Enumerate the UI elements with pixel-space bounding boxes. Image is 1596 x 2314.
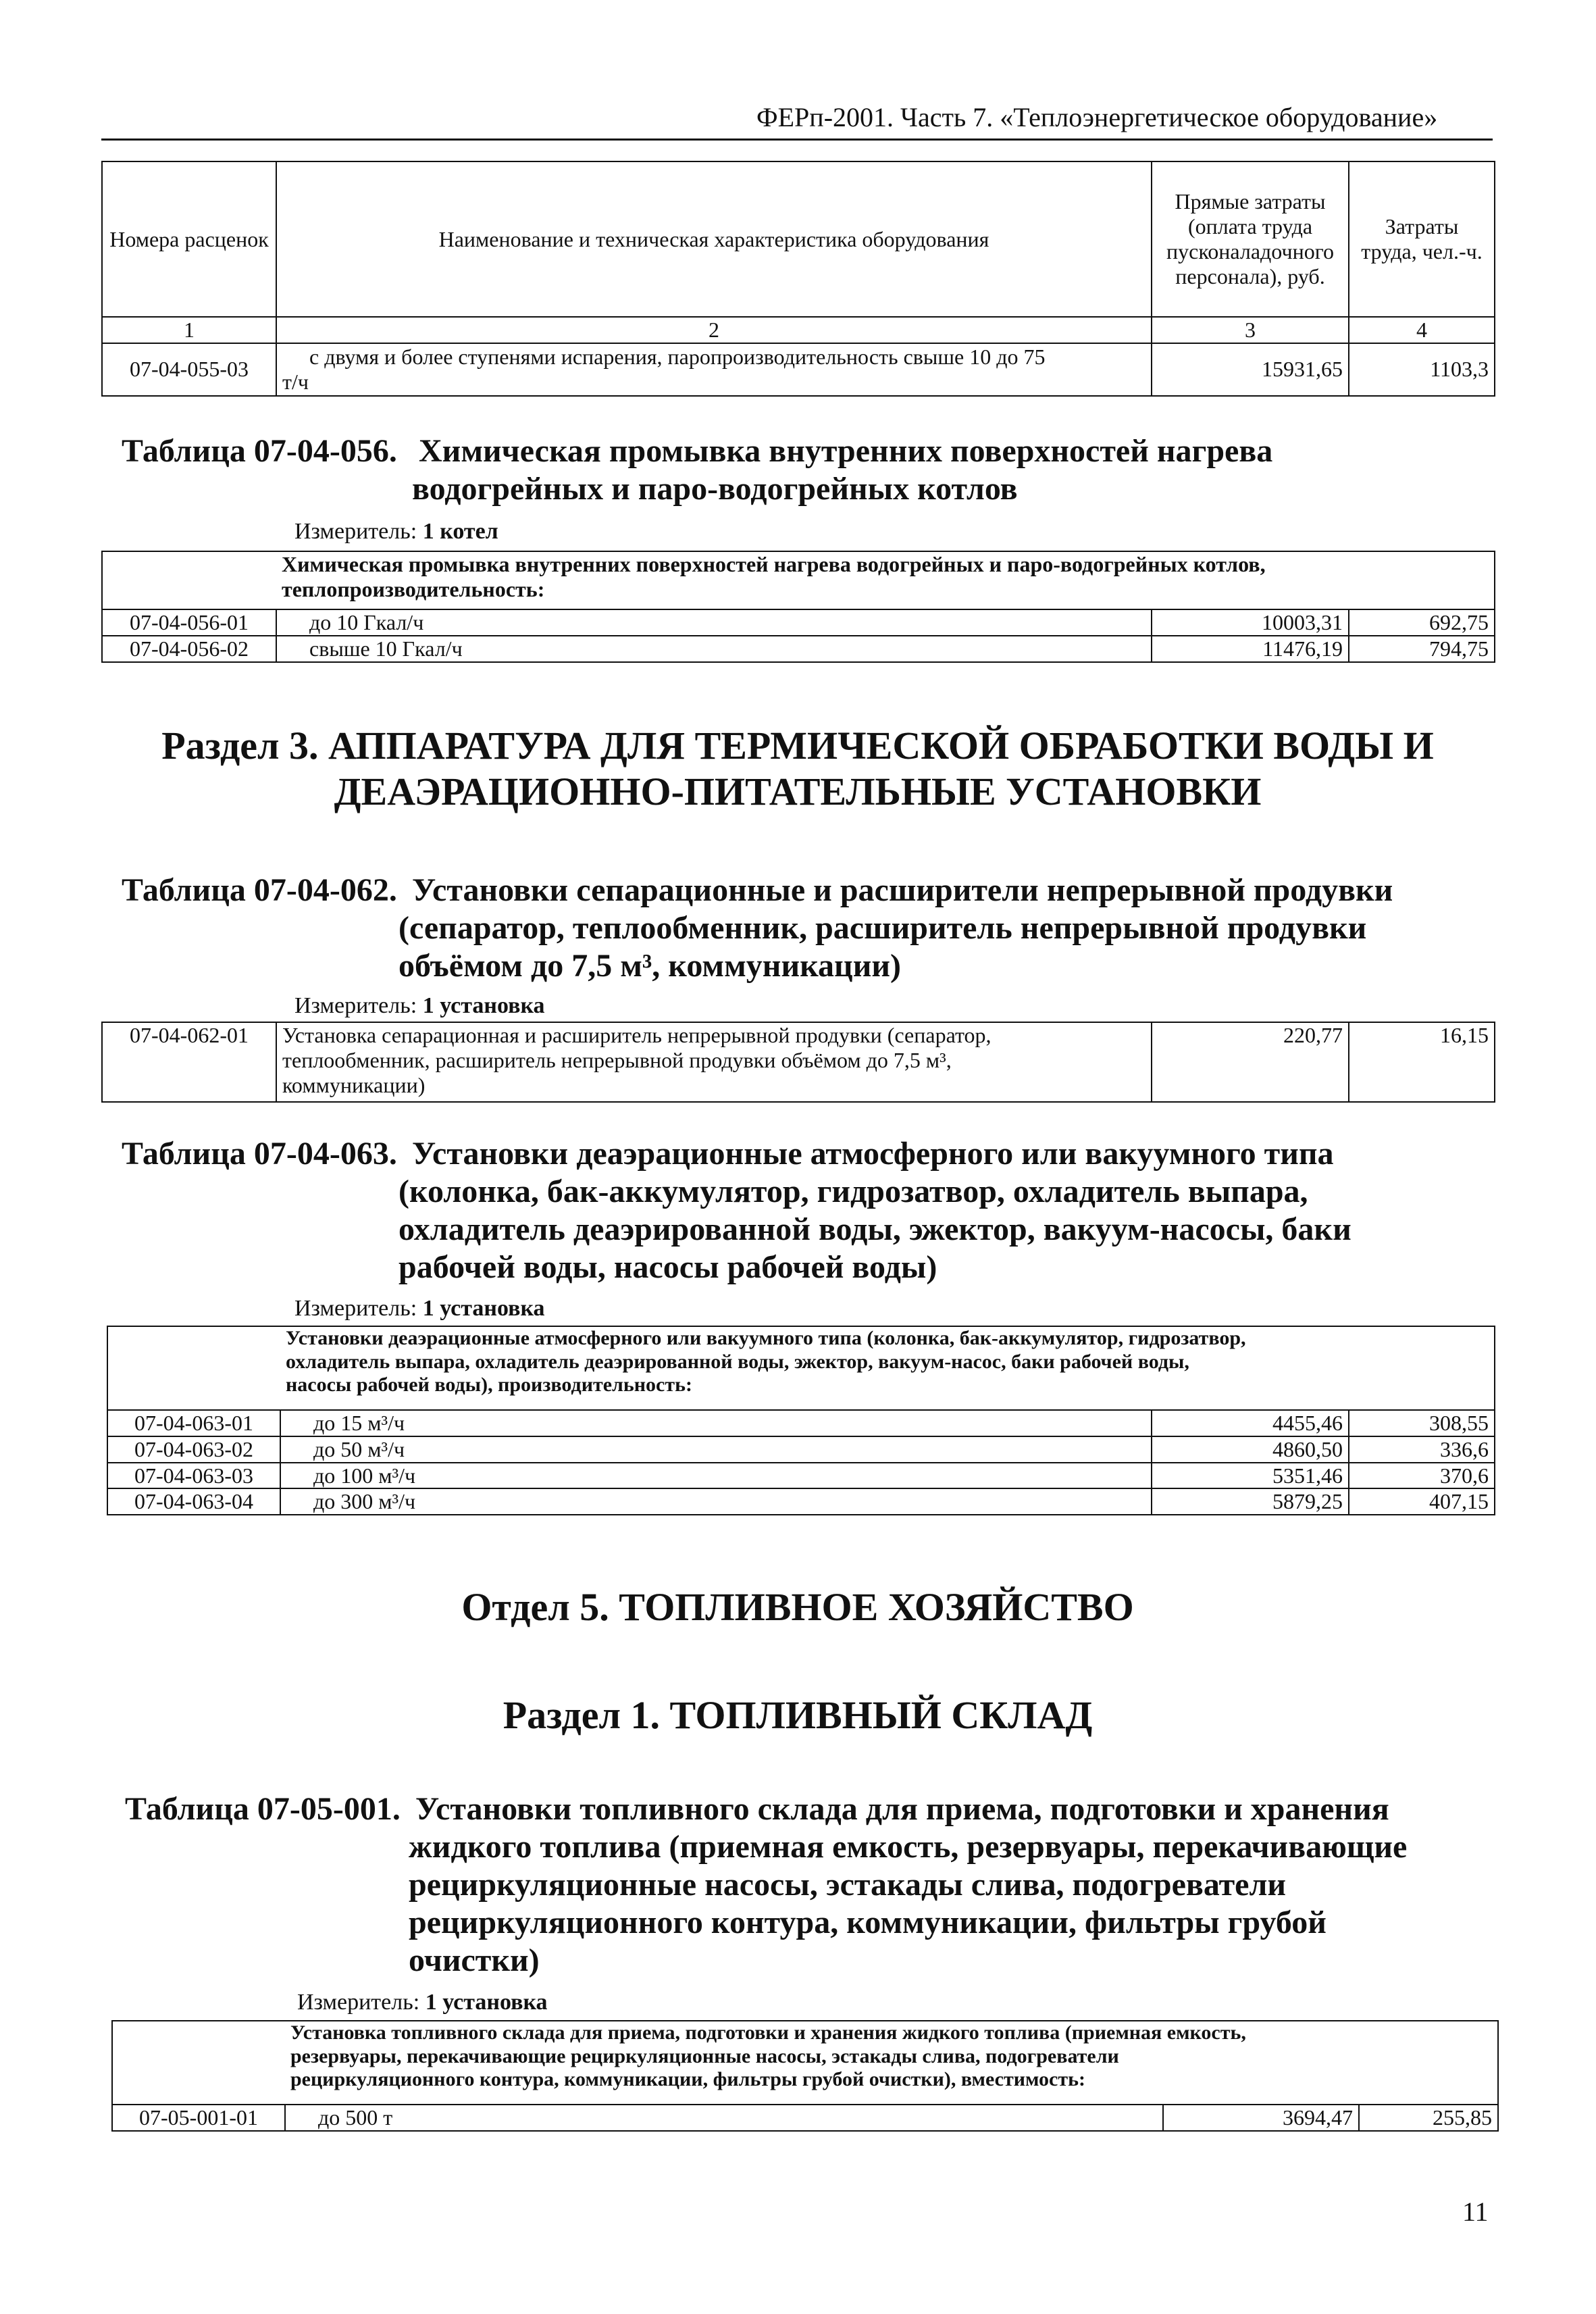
rate-name xyxy=(276,343,1152,396)
table-title-line: охладитель деаэрированной воды, эжектор, вакуум-насосы, баки xyxy=(398,1211,1352,1247)
rate-name: до 50 м³/ч xyxy=(280,1436,1152,1463)
table-063-title xyxy=(122,1135,1466,1286)
table-title-line: Установки деаэрационные атмосферного или вакуумного типа xyxy=(412,1136,1334,1172)
table-062 xyxy=(101,1022,1495,1103)
table-number: Таблица 07-04-063. xyxy=(122,1136,397,1172)
rate-name-line: т/ч xyxy=(282,369,309,394)
rate-cost: 220,77 xyxy=(1152,1022,1349,1102)
table-number: Таблица 07-04-062. xyxy=(122,872,397,908)
rate-name: до 10 Гкал/ч xyxy=(276,609,1152,636)
meter-value: 1 установка xyxy=(422,993,545,1018)
col-num-3: 3 xyxy=(1152,317,1349,343)
meter-value: 1 котел xyxy=(422,519,498,544)
rate-cost: 5351,46 xyxy=(1152,1463,1349,1489)
section-heading-line: Раздел 3. АППАРАТУРА ДЛЯ ТЕРМИЧЕСКОЙ ОБРАБОТКИ ВОДЫ И xyxy=(161,724,1434,768)
rate-labor: 255,85 xyxy=(1359,2105,1498,2131)
rate-cost: 10003,31 xyxy=(1152,609,1349,636)
meter-label: Измеритель: xyxy=(297,1990,420,2015)
department-5-heading: Отдел 5. ТОПЛИВНОЕ ХОЗЯЙСТВО xyxy=(461,1585,1134,1629)
group-heading-line: насосы рабочей воды), производительность: xyxy=(286,1374,692,1396)
group-heading xyxy=(276,551,1495,609)
col-num-2: 2 xyxy=(276,317,1152,343)
table-title-line: водогрейных и паро-водогрейных котлов xyxy=(412,471,1018,507)
rate-labor: 692,75 xyxy=(1349,609,1495,636)
col-header-codes: Номера расценок xyxy=(102,161,276,317)
table-number: Таблица 07-04-056. xyxy=(122,433,397,469)
rate-code: 07-04-063-04 xyxy=(107,1488,280,1515)
column-header-table xyxy=(101,161,1495,397)
section-3-heading xyxy=(101,723,1494,815)
meter-label: Измеритель: xyxy=(294,1296,417,1321)
rate-name xyxy=(276,1022,1152,1102)
rate-labor: 407,15 xyxy=(1349,1488,1495,1515)
rate-code: 07-04-056-02 xyxy=(102,636,276,662)
rate-labor: 16,15 xyxy=(1349,1022,1495,1102)
table-row xyxy=(107,1488,1495,1515)
section-heading-line: ДЕАЭРАЦИОННО-ПИТАТЕЛЬНЫЕ УСТАНОВКИ xyxy=(334,770,1262,813)
table-001 xyxy=(111,2020,1499,2132)
rate-code: 07-04-055-03 xyxy=(102,343,276,396)
group-heading-line: Установка топливного склада для приема, подготовки и хранения жидкого топлива (приемная емкость, xyxy=(290,2021,1246,2044)
group-heading-line: Установки деаэрационные атмосферного или вакуумного типа (колонка, бак-аккумулятор, гидрозатвор, xyxy=(286,1327,1246,1349)
rate-labor: 1103,3 xyxy=(1349,343,1495,396)
table-title-line: жидкого топлива (приемная емкость, резервуары, перекачивающие xyxy=(409,1829,1408,1865)
group-heading-line: охладитель выпара, охладитель деаэрированной воды, эжектор, вакуум-насос, баки рабочей воды, xyxy=(286,1350,1189,1373)
table-056-meter xyxy=(294,519,498,545)
table-056 xyxy=(101,551,1495,663)
col-header-direct-costs: Прямые затраты (оплата труда пусконаладочного персонала), руб. xyxy=(1152,161,1349,317)
table-row xyxy=(102,1022,1495,1102)
group-heading-line: резервуары, перекачивающие рециркуляционные насосы, эстакады слива, подогреватели xyxy=(290,2044,1119,2067)
rate-name-line: теплообменник, расширитель непрерывной продувки объёмом до 7,5 м³, xyxy=(282,1047,952,1072)
table-row xyxy=(107,1463,1495,1489)
table-063-meter xyxy=(294,1296,545,1322)
rate-cost: 5879,25 xyxy=(1152,1488,1349,1515)
rate-code: 07-04-056-01 xyxy=(102,609,276,636)
table-row xyxy=(107,1410,1495,1436)
rate-name-line: коммуникации) xyxy=(282,1072,426,1097)
rate-name: до 500 т xyxy=(285,2105,1163,2131)
rate-labor: 794,75 xyxy=(1349,636,1495,662)
group-heading-line: теплопроизводительность: xyxy=(282,576,545,601)
table-title-line: (колонка, бак-аккумулятор, гидрозатвор, охладитель выпара, xyxy=(398,1174,1308,1209)
table-title-line: Установки сепарационные и расширители непрерывной продувки xyxy=(412,872,1393,908)
meter-label: Измеритель: xyxy=(294,993,417,1018)
table-title-line: (сепаратор, теплообменник, расширитель непрерывной продувки xyxy=(398,910,1367,946)
table-row xyxy=(107,1436,1495,1463)
rate-labor: 336,6 xyxy=(1349,1436,1495,1463)
header-rule xyxy=(101,139,1493,141)
rate-code: 07-04-063-01 xyxy=(107,1410,280,1436)
table-row xyxy=(102,609,1495,636)
table-title-line: рециркуляционного контура, коммуникации, фильтры грубой xyxy=(409,1905,1327,1940)
table-063 xyxy=(107,1326,1495,1515)
rate-name-line: с двумя и более ступенями испарения, паропроизводительность свыше 10 до 75 xyxy=(309,345,1046,369)
group-heading xyxy=(280,1326,1495,1410)
rate-name: до 300 м³/ч xyxy=(280,1488,1152,1515)
rate-code: 07-04-063-03 xyxy=(107,1463,280,1489)
table-row xyxy=(102,343,1495,396)
table-056-title xyxy=(122,432,1432,508)
rate-cost: 4860,50 xyxy=(1152,1436,1349,1463)
section-1-heading: Раздел 1. ТОПЛИВНЫЙ СКЛАД xyxy=(503,1693,1093,1737)
table-001-title xyxy=(125,1790,1469,1980)
table-title-line: Химическая промывка внутренних поверхностей нагрева xyxy=(419,433,1273,469)
meter-label: Измеритель: xyxy=(294,519,417,544)
rate-cost: 4455,46 xyxy=(1152,1410,1349,1436)
table-title-line: рабочей воды, насосы рабочей воды) xyxy=(398,1249,937,1285)
table-062-meter xyxy=(294,993,545,1019)
col-num-1: 1 xyxy=(102,317,276,343)
table-row xyxy=(112,2105,1498,2131)
rate-name: до 100 м³/ч xyxy=(280,1463,1152,1489)
rate-name-line: Установка сепарационная и расширитель непрерывной продувки (сепаратор, xyxy=(282,1023,992,1047)
table-number: Таблица 07-05-001. xyxy=(125,1791,401,1827)
rate-cost: 3694,47 xyxy=(1163,2105,1359,2131)
rate-labor: 308,55 xyxy=(1349,1410,1495,1436)
table-row xyxy=(102,636,1495,662)
col-num-4: 4 xyxy=(1349,317,1495,343)
rate-labor: 370,6 xyxy=(1349,1463,1495,1489)
table-062-title xyxy=(122,872,1466,985)
rate-code: 07-04-062-01 xyxy=(102,1022,276,1102)
running-head: ФЕРп-2001. Часть 7. «Теплоэнергетическое оборудование» xyxy=(756,102,1438,132)
col-header-name: Наименование и техническая характеристика оборудования xyxy=(276,161,1152,317)
group-heading-line: Химическая промывка внутренних поверхностей нагрева водогрейных и паро-водогрейных котлов, xyxy=(282,552,1266,576)
group-heading-line: рециркуляционного контура, коммуникации, фильтры грубой очистки), вместимость: xyxy=(290,2068,1085,2090)
rate-code: 07-04-063-02 xyxy=(107,1436,280,1463)
meter-value: 1 установка xyxy=(425,1990,548,2015)
rate-cost: 15931,65 xyxy=(1152,343,1349,396)
rate-cost: 11476,19 xyxy=(1152,636,1349,662)
table-title-line: Установки топливного склада для приема, подготовки и хранения xyxy=(415,1791,1389,1827)
table-title-line: объёмом до 7,5 м³, коммуникации) xyxy=(398,948,901,984)
rate-name: до 15 м³/ч xyxy=(280,1410,1152,1436)
group-heading xyxy=(285,2021,1498,2105)
page-number: 11 xyxy=(1462,2196,1489,2227)
table-title-line: очистки) xyxy=(409,1942,540,1978)
rate-name: свыше 10 Гкал/ч xyxy=(276,636,1152,662)
col-header-labor: Затраты труда, чел.-ч. xyxy=(1349,161,1495,317)
table-title-line: рециркуляционные насосы, эстакады слива, подогреватели xyxy=(409,1867,1287,1903)
rate-code: 07-05-001-01 xyxy=(112,2105,285,2131)
table-001-meter xyxy=(297,1990,548,2015)
meter-value: 1 установка xyxy=(422,1296,545,1321)
